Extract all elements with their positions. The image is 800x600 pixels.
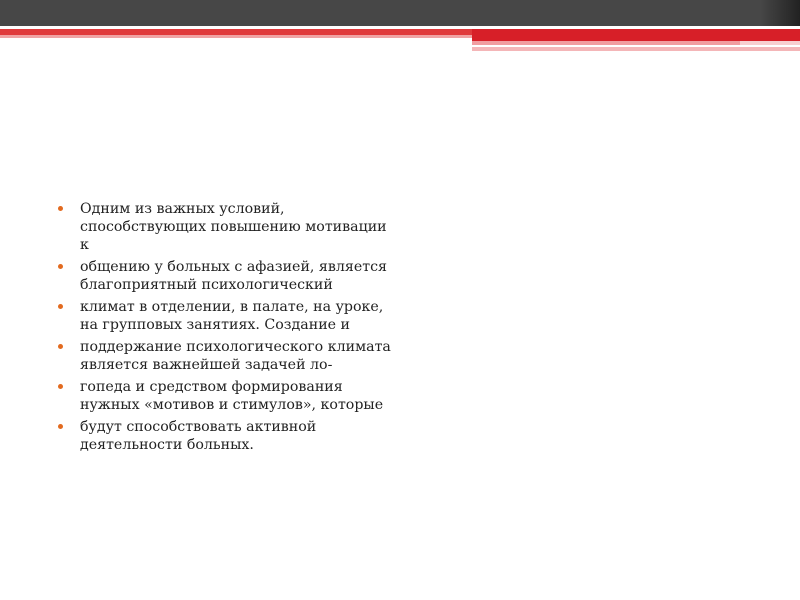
list-item [58,258,398,294]
header-red-line-light [0,35,472,38]
list-item-text: климат в отделении, в палате, на уроке, на групповых занятиях. Создание и [80,299,384,333]
list-item-text: будут способствовать активной деятельности больных. [80,419,317,453]
list-item-text: Одним из важных условий, способствующих повышению мотивации к [80,201,387,253]
bullet-icon [58,206,63,211]
list-item [58,338,398,374]
list-item [58,418,398,454]
list-item-text: общению у больных с афазией, является благоприятный психологический [80,259,387,293]
list-item [58,200,398,254]
header-shadow [760,0,800,26]
header-pink-line-3 [740,41,800,45]
header-red-block [472,29,800,41]
header-bar [0,0,800,26]
list-item [58,378,398,414]
content-body [58,200,398,458]
header-pink-line-1 [472,41,740,45]
bullet-list [58,200,398,454]
list-item-text: гопеда и средством формирования нужных «мотивов и стимулов», которые [80,379,384,413]
header-pink-line-2 [472,47,800,51]
bullet-icon [58,384,63,389]
bullet-icon [58,264,63,269]
list-item-text: поддержание психологического климата является важнейшей задачей ло- [80,339,391,373]
list-item [58,298,398,334]
bullet-icon [58,304,63,309]
bullet-icon [58,344,63,349]
bullet-icon [58,424,63,429]
